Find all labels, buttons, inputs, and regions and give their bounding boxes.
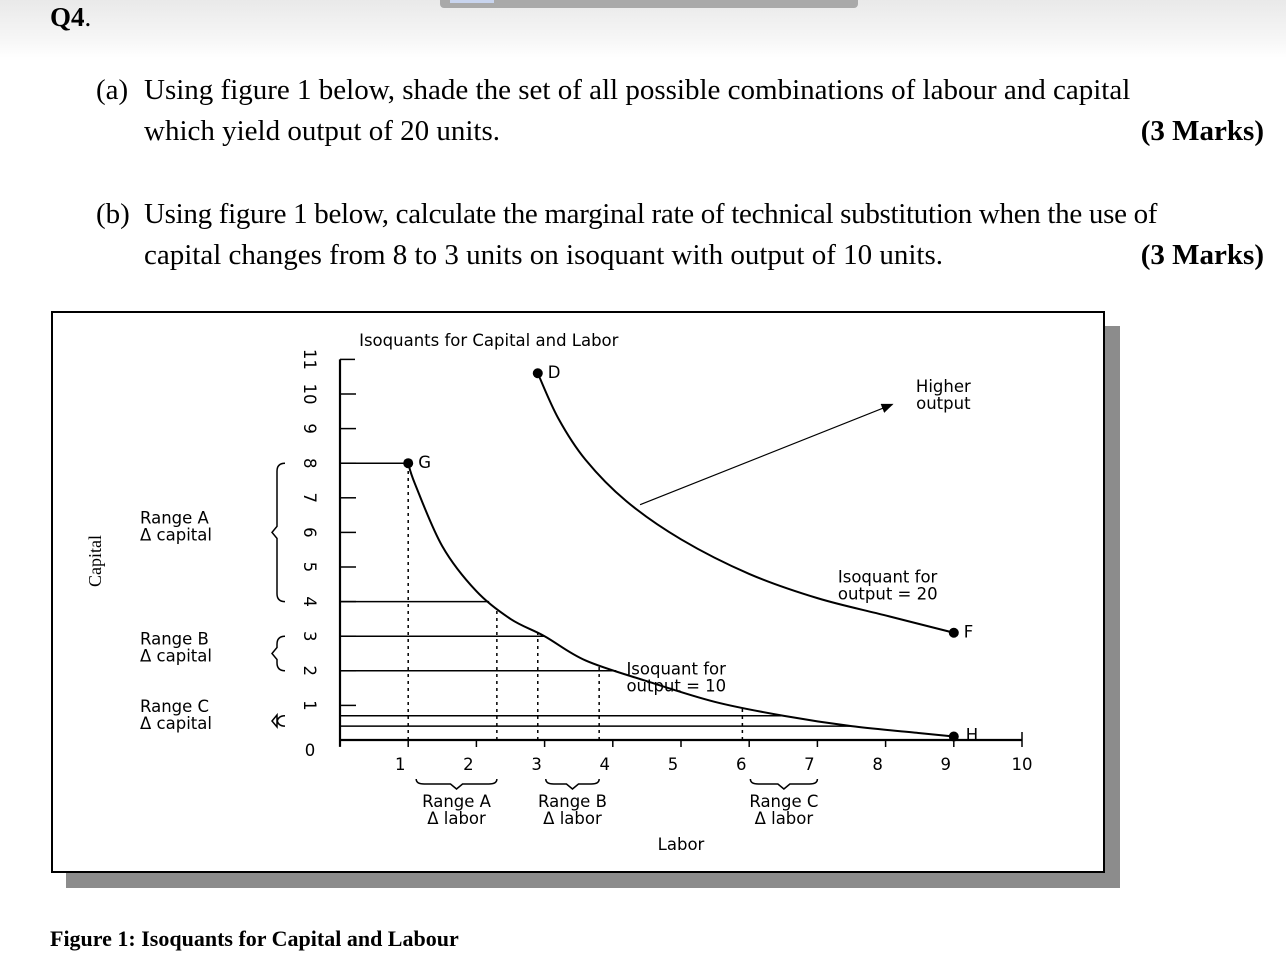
capital-range-brace xyxy=(272,636,285,671)
capital-range-label: Δ capital xyxy=(140,525,212,545)
part-a-line-1: Using figure 1 below, shade the set of all possible combinations of labour and capital xyxy=(144,74,1131,106)
y-axis-label: Capital xyxy=(85,535,105,587)
higher-output-label: Higher xyxy=(915,377,971,396)
y-tick-label: 7 xyxy=(300,492,319,504)
point-label-F: F xyxy=(963,622,974,642)
point-F xyxy=(949,628,959,638)
isoquant-label-output-20: Isoquant for xyxy=(837,567,938,587)
x-tick-label: 6 xyxy=(735,755,747,774)
labor-range-label: Δ labor xyxy=(543,809,602,828)
question-part-b xyxy=(96,194,1276,276)
x-tick-label: 2 xyxy=(463,755,474,774)
labor-range-label: Range A xyxy=(422,792,491,811)
part-a-marks: (3 Marks) xyxy=(1140,115,1264,147)
y-tick-label: 0 xyxy=(304,741,316,760)
question-number: Q4. xyxy=(50,2,92,32)
labor-range-label: Range C xyxy=(749,792,819,811)
x-axis-label: Labor xyxy=(657,835,705,854)
x-tick-label: 10 xyxy=(1011,755,1033,774)
capital-range-label: Δ capital xyxy=(140,646,212,666)
y-tick-label: 1 xyxy=(300,700,319,711)
question-number-text: Q4 xyxy=(50,2,85,32)
y-tick-label: 11 xyxy=(300,348,319,370)
y-tick-label: 4 xyxy=(300,596,319,607)
figure-caption: Figure 1: Isoquants for Capital and Labour xyxy=(50,926,459,951)
horizontal-scrollbar-thumb[interactable] xyxy=(440,0,858,8)
point-G xyxy=(403,458,413,468)
x-tick-label: 7 xyxy=(804,755,815,774)
capital-range-brace xyxy=(272,715,285,727)
labor-range-brace xyxy=(416,779,497,789)
y-tick-label: 6 xyxy=(300,527,319,538)
point-label-G: G xyxy=(418,453,431,473)
part-a-line-2: which yield output of 20 units. xyxy=(144,115,501,147)
higher-output-arrow xyxy=(640,404,892,504)
y-tick-label: 9 xyxy=(300,423,319,434)
capital-range-label: Range A xyxy=(140,508,209,528)
x-tick-label: 1 xyxy=(394,755,406,774)
capital-range-label: Range C xyxy=(140,696,210,716)
y-tick-label: 5 xyxy=(300,561,319,573)
labor-range-brace xyxy=(750,779,817,789)
y-tick-label: 2 xyxy=(300,665,319,677)
isoquant-chart xyxy=(53,313,1103,871)
x-tick-label: 8 xyxy=(872,755,883,774)
y-tick-label: 10 xyxy=(300,383,319,405)
isoquant-label-output-10: Isoquant for xyxy=(626,659,726,679)
point-H xyxy=(949,732,959,742)
chart-title: Isoquants for Capital and Labor xyxy=(359,331,619,350)
question-part-a xyxy=(96,70,1276,152)
isoquant-label-output-20: output = 20 xyxy=(837,584,938,604)
x-tick-label: 4 xyxy=(599,755,611,774)
scrollbar-grip[interactable] xyxy=(450,0,494,3)
capital-range-label: Δ capital xyxy=(140,713,212,733)
isoquant-label-output-10: output = 10 xyxy=(626,676,727,696)
point-label-D: D xyxy=(547,363,561,383)
labor-range-label: Δ labor xyxy=(754,809,814,828)
capital-range-label: Range B xyxy=(140,629,209,649)
part-b-marks: (3 Marks) xyxy=(1140,239,1264,271)
part-b-label: (b) xyxy=(96,198,130,230)
point-label-H: H xyxy=(965,725,979,745)
x-tick-label: 5 xyxy=(667,755,679,774)
point-D xyxy=(533,368,543,378)
viewer-top-bar xyxy=(0,0,1286,58)
part-b-line-1: Using figure 1 below, calculate the marginal rate of technical substitution when the use of xyxy=(144,198,1158,230)
y-tick-label: 8 xyxy=(300,457,319,469)
part-b-line-2: capital changes from 8 to 3 units on isoquant with output of 10 units. xyxy=(144,239,944,271)
x-tick-label: 9 xyxy=(940,755,952,774)
part-a-label: (a) xyxy=(96,74,129,106)
higher-output-label: output xyxy=(916,394,971,413)
figure-1 xyxy=(51,311,1105,873)
labor-range-label: Range B xyxy=(538,792,607,811)
y-tick-label: 3 xyxy=(300,630,319,642)
labor-range-label: Δ labor xyxy=(427,809,486,828)
capital-range-brace xyxy=(272,463,285,601)
x-tick-label: 3 xyxy=(531,755,542,774)
labor-range-brace xyxy=(546,779,599,789)
chart-labels xyxy=(85,331,1033,854)
